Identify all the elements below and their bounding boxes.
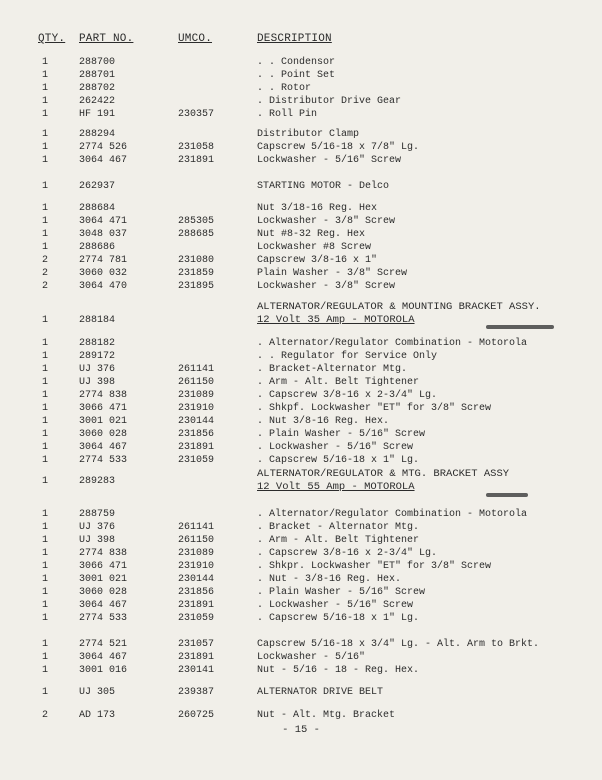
part-no-cell: 288182: [79, 338, 116, 349]
part-no-cell: 288294: [79, 129, 116, 140]
qty-cell: 1: [42, 390, 49, 401]
qty-cell: 1: [42, 587, 49, 598]
qty-cell: 1: [42, 377, 49, 388]
part-no-cell: 3066 471: [79, 403, 128, 414]
umco-cell: 230357: [178, 109, 215, 120]
part-no-cell: 288700: [79, 57, 116, 68]
umco-cell: 231856: [178, 429, 215, 440]
description-cell: . Nut - 3/8-16 Reg. Hex.: [257, 574, 402, 585]
part-no-cell: 3064 467: [79, 600, 128, 611]
part-no-cell: 3001 016: [79, 665, 128, 676]
description-cell: . Plain Washer - 5/16" Screw: [257, 587, 426, 598]
umco-cell: 231089: [178, 548, 215, 559]
part-no-cell: 288184: [79, 315, 116, 326]
qty-cell: 1: [42, 613, 49, 624]
table-row: [0, 202, 602, 215]
umco-cell: 231080: [178, 255, 215, 266]
qty-cell: 1: [42, 142, 49, 153]
assembly-subtitle-text: 12 Volt 35 Amp - MOTOROLA: [257, 314, 415, 326]
table-row: [0, 402, 602, 415]
umco-cell: 231891: [178, 442, 215, 453]
description-cell: Nut - 5/16 - 18 - Reg. Hex.: [257, 665, 420, 676]
part-no-cell: 3064 467: [79, 442, 128, 453]
table-row: [0, 638, 602, 651]
qty-cell: 1: [42, 561, 49, 572]
description-cell: Lockwasher - 5/16": [257, 652, 366, 663]
table-row: [0, 180, 602, 193]
table-row: [0, 415, 602, 428]
umco-header: UMCO.: [178, 33, 213, 45]
part-no-cell: 3060 028: [79, 587, 128, 598]
description-cell: . Shkpf. Lockwasher "ET" for 3/8" Screw: [257, 403, 492, 414]
description-cell: Lockwasher - 3/8" Screw: [257, 216, 396, 227]
qty-cell: 1: [42, 442, 49, 453]
qty-cell: 1: [42, 535, 49, 546]
qty-cell: 1: [42, 509, 49, 520]
umco-cell: 261141: [178, 364, 215, 375]
part-no-cell: 262422: [79, 96, 116, 107]
qty-cell: 1: [42, 476, 49, 487]
part-no-cell: 3064 467: [79, 652, 128, 663]
umco-cell: 285305: [178, 216, 215, 227]
part-no-cell: 288701: [79, 70, 116, 81]
table-row: [0, 95, 602, 108]
qty-cell: 2: [42, 268, 49, 279]
part-no-cell: 2774 781: [79, 255, 128, 266]
umco-cell: 231859: [178, 268, 215, 279]
description-cell: STARTING MOTOR - Delco: [257, 181, 390, 192]
part-no-cell: 2774 838: [79, 390, 128, 401]
table-row: [0, 454, 602, 467]
ink-smudge: [486, 325, 554, 329]
table-row: [0, 82, 602, 95]
qty-cell: 1: [42, 96, 49, 107]
part-no-header: PART NO.: [79, 33, 134, 45]
table-row: [0, 56, 602, 69]
description-cell: . Capscrew 5/16-18 x 1" Lg.: [257, 613, 420, 624]
part-no-cell: 2774 526: [79, 142, 128, 153]
description-cell: . Nut 3/8-16 Reg. Hex.: [257, 416, 390, 427]
table-row: [0, 651, 602, 664]
qty-cell: 1: [42, 216, 49, 227]
umco-cell: 230144: [178, 416, 215, 427]
part-no-cell: 289172: [79, 351, 116, 362]
table-row: [0, 267, 602, 280]
qty-cell: 1: [42, 548, 49, 559]
umco-cell: 231891: [178, 155, 215, 166]
part-no-cell: 288686: [79, 242, 116, 253]
part-no-cell: 2774 521: [79, 639, 128, 650]
table-row: [0, 376, 602, 389]
qty-cell: 2: [42, 710, 49, 721]
description-cell: . Lockwasher - 5/16" Screw: [257, 442, 414, 453]
description-cell: Lockwasher - 3/8" Screw: [257, 281, 396, 292]
description-cell: . Lockwasher - 5/16" Screw: [257, 600, 414, 611]
table-row: [0, 69, 602, 82]
description-cell: . . Regulator for Service Only: [257, 351, 438, 362]
qty-cell: 1: [42, 242, 49, 253]
part-no-cell: 2774 838: [79, 548, 128, 559]
qty-cell: 1: [42, 403, 49, 414]
description-header: DESCRIPTION: [257, 33, 332, 45]
description-cell: . Arm - Alt. Belt Tightener: [257, 535, 420, 546]
qty-cell: 1: [42, 83, 49, 94]
ink-smudge: [486, 493, 528, 497]
part-no-cell: UJ 305: [79, 687, 116, 698]
part-no-cell: UJ 376: [79, 522, 116, 533]
description-cell: . Shkpr. Lockwasher "ET" for 3/8" Screw: [257, 561, 492, 572]
part-no-cell: 288759: [79, 509, 116, 520]
table-row: [0, 154, 602, 167]
umco-cell: 230144: [178, 574, 215, 585]
part-no-cell: UJ 398: [79, 535, 116, 546]
qty-cell: 1: [42, 203, 49, 214]
description-cell: . Capscrew 5/16-18 x 1" Lg.: [257, 455, 420, 466]
part-no-cell: 3064 470: [79, 281, 128, 292]
table-row: [0, 534, 602, 547]
table-row: [0, 215, 602, 228]
qty-cell: 1: [42, 229, 49, 240]
description-cell: . Alternator/Regulator Combination - Motorola: [257, 338, 528, 349]
qty-cell: 1: [42, 315, 49, 326]
table-row: [0, 128, 602, 141]
part-no-cell: 3048 037: [79, 229, 128, 240]
table-row: [0, 586, 602, 599]
part-no-cell: AD 173: [79, 710, 116, 721]
qty-cell: 1: [42, 687, 49, 698]
qty-cell: 1: [42, 351, 49, 362]
description-cell: Distributor Clamp: [257, 129, 360, 140]
umco-cell: 231059: [178, 455, 215, 466]
umco-cell: 260725: [178, 710, 215, 721]
qty-header: QTY.: [38, 33, 66, 45]
part-no-cell: UJ 376: [79, 364, 116, 375]
description-cell: . Plain Washer - 5/16" Screw: [257, 429, 426, 440]
umco-cell: 231089: [178, 390, 215, 401]
part-no-cell: 3064 471: [79, 216, 128, 227]
part-no-cell: UJ 398: [79, 377, 116, 388]
table-row: [0, 280, 602, 293]
part-no-cell: 2774 533: [79, 455, 128, 466]
description-cell: . . Rotor: [257, 83, 312, 94]
description-cell: . Bracket - Alternator Mtg.: [257, 522, 420, 533]
table-row: [0, 441, 602, 454]
qty-cell: 1: [42, 574, 49, 585]
umco-cell: 231057: [178, 639, 215, 650]
table-row: [0, 228, 602, 241]
umco-cell: 230141: [178, 665, 215, 676]
part-no-cell: 3060 028: [79, 429, 128, 440]
assembly-title: [0, 301, 602, 314]
part-no-cell: 3060 032: [79, 268, 128, 279]
qty-cell: 1: [42, 600, 49, 611]
umco-cell: 231891: [178, 600, 215, 611]
description-cell: . Arm - Alt. Belt Tightener: [257, 377, 420, 388]
description-cell: Capscrew 5/16-18 x 3/4" Lg. - Alt. Arm to Brkt.: [257, 639, 540, 650]
qty-cell: 1: [42, 70, 49, 81]
description-cell: Capscrew 5/16-18 x 7/8" Lg.: [257, 142, 420, 153]
description-cell: ALTERNATOR DRIVE BELT: [257, 687, 384, 698]
description-cell: . Distributor Drive Gear: [257, 96, 402, 107]
description-cell: . Alternator/Regulator Combination - Motorola: [257, 509, 528, 520]
description-cell: . Capscrew 3/8-16 x 2-3/4" Lg.: [257, 548, 438, 559]
part-no-cell: 289283: [79, 476, 116, 487]
table-row: [0, 612, 602, 625]
description-cell: Nut - Alt. Mtg. Bracket: [257, 710, 396, 721]
assembly-subtitle-text: 12 Volt 55 Amp - MOTOROLA: [257, 481, 415, 493]
description-cell: . Capscrew 3/8-16 x 2-3/4" Lg.: [257, 390, 438, 401]
description-cell: Nut 3/18-16 Reg. Hex: [257, 203, 378, 214]
part-no-cell: 3001 021: [79, 574, 128, 585]
qty-cell: 1: [42, 652, 49, 663]
description-cell: . . Point Set: [257, 70, 336, 81]
page-number: - 15 -: [282, 724, 320, 736]
assembly-title-text: ALTERNATOR/REGULATOR & MOUNTING BRACKET ASSY.: [257, 301, 541, 313]
qty-cell: 1: [42, 109, 49, 120]
table-row: [0, 428, 602, 441]
assembly-title-text: ALTERNATOR/REGULATOR & MTG. BRACKET ASSY: [257, 468, 510, 480]
qty-cell: 1: [42, 338, 49, 349]
qty-cell: 1: [42, 522, 49, 533]
part-no-cell: 3001 021: [79, 416, 128, 427]
qty-cell: 1: [42, 155, 49, 166]
part-no-cell: 288684: [79, 203, 116, 214]
qty-cell: 1: [42, 665, 49, 676]
qty-cell: 1: [42, 364, 49, 375]
table-row: [0, 709, 602, 722]
qty-cell: 2: [42, 281, 49, 292]
qty-cell: 1: [42, 639, 49, 650]
table-row: [0, 521, 602, 534]
qty-cell: 1: [42, 429, 49, 440]
table-row: [0, 350, 602, 363]
table-row: [0, 664, 602, 677]
table-row: [0, 254, 602, 267]
table-row: [0, 573, 602, 586]
table-row: [0, 108, 602, 121]
table-row: [0, 141, 602, 154]
qty-cell: 2: [42, 255, 49, 266]
assembly-title: [0, 468, 602, 481]
description-cell: . . Condensor: [257, 57, 336, 68]
table-row: [0, 508, 602, 521]
qty-cell: 1: [42, 416, 49, 427]
qty-cell: 1: [42, 57, 49, 68]
table-row: [0, 560, 602, 573]
table-row: [0, 337, 602, 350]
qty-cell: 1: [42, 129, 49, 140]
part-no-cell: 3064 467: [79, 155, 128, 166]
umco-cell: 288685: [178, 229, 215, 240]
description-cell: . Roll Pin: [257, 109, 318, 120]
umco-cell: 231059: [178, 613, 215, 624]
description-cell: Plain Washer - 3/8" Screw: [257, 268, 408, 279]
umco-cell: 239387: [178, 687, 215, 698]
umco-cell: 231891: [178, 652, 215, 663]
umco-cell: 231058: [178, 142, 215, 153]
part-no-cell: HF 191: [79, 109, 116, 120]
part-no-cell: 3066 471: [79, 561, 128, 572]
qty-cell: 1: [42, 455, 49, 466]
description-cell: Lockwasher - 5/16" Screw: [257, 155, 402, 166]
umco-cell: 261150: [178, 535, 215, 546]
part-no-cell: 288702: [79, 83, 116, 94]
description-cell: Lockwasher #8 Screw: [257, 242, 372, 253]
table-row: [0, 241, 602, 254]
qty-cell: 1: [42, 181, 49, 192]
table-row: [0, 599, 602, 612]
table-row: [0, 686, 602, 699]
description-cell: Capscrew 3/8-16 x 1": [257, 255, 378, 266]
umco-cell: 231910: [178, 403, 215, 414]
umco-cell: 261141: [178, 522, 215, 533]
description-cell: . Bracket-Alternator Mtg.: [257, 364, 408, 375]
table-row: [0, 389, 602, 402]
description-cell: Nut #8-32 Reg. Hex: [257, 229, 366, 240]
umco-cell: 231910: [178, 561, 215, 572]
umco-cell: 261150: [178, 377, 215, 388]
umco-cell: 231856: [178, 587, 215, 598]
table-row: [0, 363, 602, 376]
table-row: [0, 547, 602, 560]
part-no-cell: 262937: [79, 181, 116, 192]
umco-cell: 231895: [178, 281, 215, 292]
part-no-cell: 2774 533: [79, 613, 128, 624]
